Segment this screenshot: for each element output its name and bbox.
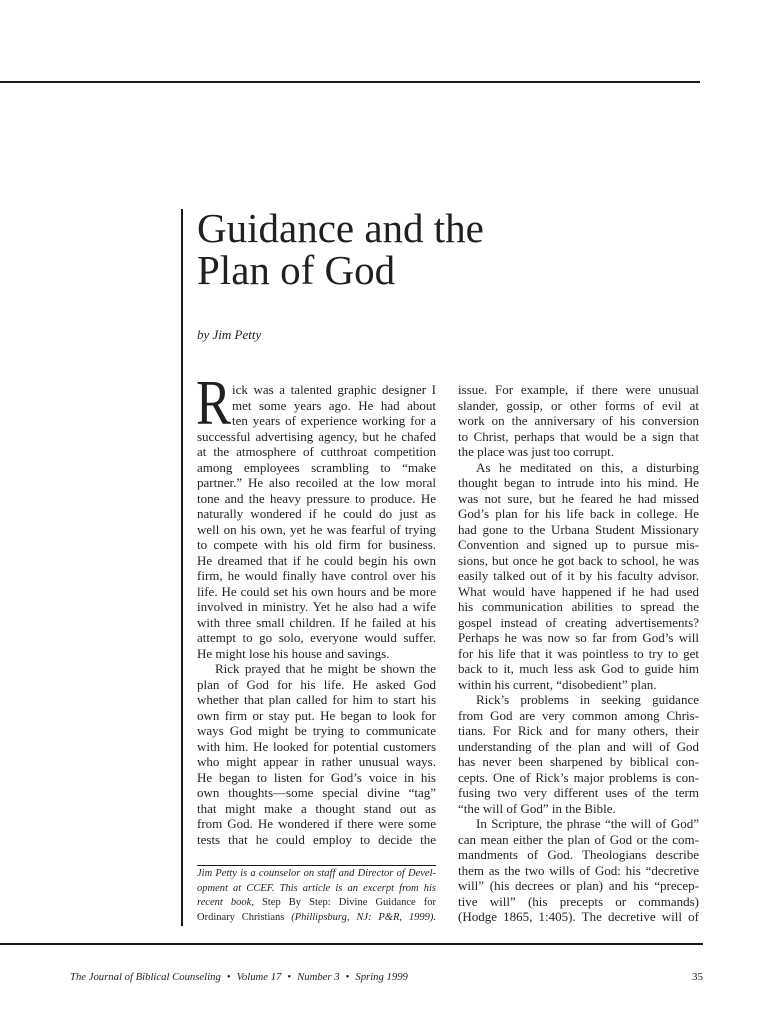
column-right	[458, 382, 699, 925]
text-line: attempt to go solo, everyone would suffer.	[197, 630, 436, 645]
text-line: involved in ministry. Yet he also had a wife	[197, 599, 436, 614]
text-line: cepts. One of Rick’s major problems is con-	[458, 769, 699, 785]
drop-cap-letter: R	[196, 367, 232, 438]
text-line: own thoughts—some special divine “tag”	[197, 785, 436, 800]
paragraph	[458, 382, 699, 460]
bottom-rule	[0, 943, 703, 945]
text-line: naturally wondered if he could do just as	[197, 506, 436, 521]
paragraph	[458, 816, 699, 925]
text-line: met some years ago. He had about	[232, 397, 436, 413]
paragraph	[197, 382, 436, 661]
column-left	[196, 367, 436, 847]
author-note-line	[197, 867, 436, 882]
text-line: own firm or stay put. He began to look for	[197, 707, 436, 723]
text-line: with him. He looked for potential customers	[197, 738, 436, 754]
text-line: successful advertising agency, but he chafed	[197, 428, 436, 444]
text-line: ick was a talented graphic designer I	[232, 382, 436, 397]
text-line: tive will” (his precepts or commands)	[458, 893, 699, 909]
text-line: thought began to intrude into his mind. He	[458, 475, 699, 490]
book-title-text: Ordinary Christians	[197, 911, 285, 923]
text-line: As he meditated on this, a disturbing	[476, 459, 699, 475]
footer-separator: •	[226, 971, 231, 983]
text-line: at the atmosphere of cutthroat competition	[197, 444, 436, 459]
footer-separator: •	[287, 971, 292, 983]
text-line: sions, but once he got back to school, he was	[458, 552, 699, 568]
text-line: among employees scrambling to “make	[197, 459, 436, 475]
text-line: slander, gossip, or other forms of evil at	[458, 397, 699, 413]
text-line: What would have happened if he had used	[458, 583, 699, 599]
text-line: issue. For example, if there were unusual	[458, 382, 699, 397]
text-line: Convention and signed up to pursue mis-	[458, 537, 699, 552]
text-line: work on the anniversary of his conversion	[458, 413, 699, 428]
page-number: 35	[692, 971, 703, 983]
text-line: Perhaps he was now so far from God’s will	[458, 630, 699, 645]
text-line: has never been sharpened by biblical con-	[458, 754, 699, 769]
note-text: Jim Petty is a counselor on staff and Director of Devel-	[197, 868, 436, 879]
text-line: mandments of God. Theologians describe	[458, 847, 699, 862]
text-line: easily talked out of it by his faculty advisor.	[458, 568, 699, 583]
note-text: (Phillipsburg, NJ: P&R, 1999).	[284, 911, 437, 923]
text-line: tians. For Rick and for many others, their	[458, 723, 699, 738]
text-line: that might make a thought stand out as	[197, 800, 436, 816]
text-line: whether that plan called for him to start his	[197, 692, 436, 707]
text-line: plan of God for his life. He asked God	[197, 676, 436, 692]
vertical-rule	[181, 209, 183, 926]
text-line: understanding of the plan and will of God	[458, 738, 699, 754]
text-line: life. He could set his own hours and be more	[197, 583, 436, 599]
author-note-line	[197, 882, 436, 897]
footer-separator: •	[345, 971, 350, 983]
text-line: his communication abilities to spread the	[458, 599, 699, 614]
text-line: from God are very common among Chris-	[458, 707, 699, 723]
text-line: Rick prayed that he might be shown the	[215, 661, 436, 676]
text-line: He began to listen for God’s voice in his	[197, 769, 436, 785]
text-line: fusing two very different uses of the term	[458, 785, 699, 800]
text-line: firm, he would finally have control over his	[197, 568, 436, 583]
text-line: Rick’s problems in seeking guidance	[476, 692, 699, 707]
note-text: recent book,	[197, 897, 263, 908]
drop-cap	[196, 367, 232, 438]
text-line: He dreamed that if he could begin his own	[197, 552, 436, 568]
author-note-line	[197, 911, 436, 926]
journal-name: The Journal of Biblical Counseling	[70, 971, 221, 983]
text-line: tone and the heavy pressure to produce. He	[197, 490, 436, 506]
text-line: with three small children. If he failed at his	[197, 614, 436, 630]
issue-date: Spring 1999	[355, 971, 408, 983]
text-line: God’s plan for his life back in college. He	[458, 506, 699, 521]
text-line: He might lose his house and savings.	[197, 645, 390, 661]
text-line: In Scripture, the phrase “the will of God”	[476, 816, 699, 831]
note-text: opment at CCEF. This article is an excerpt from his	[197, 882, 436, 894]
author-note	[197, 867, 436, 925]
top-rule	[0, 81, 700, 83]
author-note-line	[197, 896, 436, 911]
paragraph	[458, 692, 699, 816]
text-line: gospel instead of creating advertisements?	[458, 614, 699, 630]
text-line: ten years of experience working for a	[232, 413, 436, 428]
volume: Volume 17	[236, 971, 282, 983]
text-line: well on his own, yet he was fearful of trying	[197, 521, 436, 537]
author-note-rule	[197, 865, 436, 866]
text-line: to Christ, perhaps that would be a sign that	[458, 428, 699, 444]
text-line: (Hodge 1865, 1:405). The decretive will of	[458, 909, 699, 924]
text-line: partner.” He also recoiled at the low moral	[197, 475, 436, 490]
page-footer	[70, 970, 408, 984]
text-line: to compete with his old firm for business.	[197, 537, 436, 552]
text-line: tests that he could employ to decide the	[197, 831, 436, 847]
book-title-text: Step By Step: Divine Guidance for	[262, 897, 436, 908]
text-line: for his life that it was pointless to try to get	[458, 645, 699, 661]
text-line: them as the two wills of God: his “decretive	[458, 862, 699, 878]
text-line: who might appear in rather unusual ways.	[197, 754, 436, 769]
title-line: Guidance and the	[197, 205, 484, 251]
text-line: was not sure, but he feared he had missed	[458, 490, 699, 506]
text-line: had gone to the Urbana Student Missionary	[458, 521, 699, 537]
article-title	[197, 207, 484, 291]
text-line: from God. He wondered if there were some	[197, 816, 436, 831]
text-line: back to it, much less ask God to guide him	[458, 661, 699, 676]
paragraph	[458, 460, 699, 693]
text-line: can mean either the plan of God or the com-	[458, 831, 699, 847]
byline: by Jim Petty	[197, 327, 262, 342]
text-line: will” (his decrees or plan) and his “precep-	[458, 878, 699, 893]
text-line: within his current, “disobedient” plan.	[458, 676, 657, 692]
title-line: Plan of God	[197, 247, 396, 293]
text-line: “the will of God” in the Bible.	[458, 800, 616, 816]
issue-number: Number 3	[297, 971, 340, 983]
text-line: the place was just too corrupt.	[458, 444, 614, 459]
text-line: ways God might be trying to communicate	[197, 723, 436, 738]
paragraph	[197, 661, 436, 847]
